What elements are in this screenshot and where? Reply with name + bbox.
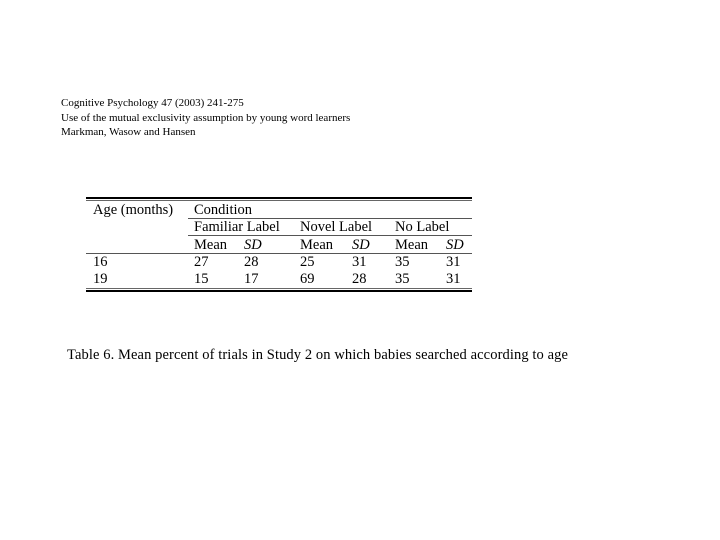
- header-group-novel: Novel Label: [294, 218, 389, 236]
- cell-value: 69: [300, 270, 315, 287]
- row-age: 19: [93, 270, 108, 287]
- table-header-row-2: [86, 218, 472, 236]
- header-mean: Mean: [389, 236, 440, 254]
- cell-value: 31: [446, 270, 461, 287]
- header-age: Age (months): [93, 202, 174, 218]
- cell-value: 28: [352, 270, 367, 287]
- header-condition: Condition: [188, 201, 472, 218]
- citation-block: [61, 96, 350, 140]
- data-table: [86, 197, 472, 292]
- citation-journal: Cognitive Psychology 47 (2003) 241-275: [61, 97, 244, 109]
- cell-value: 35: [395, 254, 410, 270]
- header-sd: SD: [346, 236, 389, 254]
- citation-title: Use of the mutual exclusivity assumption by young word learners: [61, 111, 351, 124]
- header-sd: SD: [238, 236, 294, 254]
- cell-value: 28: [244, 254, 259, 270]
- table-bottom-rule: [86, 288, 472, 292]
- row-age: 16: [93, 254, 108, 270]
- header-mean: Mean: [294, 236, 346, 254]
- table-caption: Table 6. Mean percent of trials in Study 2 on which babies searched according to age: [67, 347, 569, 363]
- table-row: [86, 270, 472, 287]
- table-header-row-1: [86, 201, 472, 218]
- cell-value: 17: [244, 270, 259, 287]
- header-sd: SD: [440, 236, 472, 254]
- cell-value: 15: [194, 270, 209, 287]
- cell-value: 25: [300, 254, 315, 270]
- citation-authors: Markman, Wasow and Hansen: [61, 126, 196, 138]
- header-group-familiar: Familiar Label: [188, 218, 294, 236]
- cell-value: 31: [446, 254, 461, 270]
- cell-value: 31: [352, 254, 367, 270]
- cell-value: 27: [194, 254, 209, 270]
- header-mean: Mean: [188, 236, 238, 254]
- table-header-row-3: [86, 236, 472, 254]
- table-row: [86, 253, 472, 270]
- header-group-none: No Label: [389, 218, 472, 236]
- cell-value: 35: [395, 270, 410, 287]
